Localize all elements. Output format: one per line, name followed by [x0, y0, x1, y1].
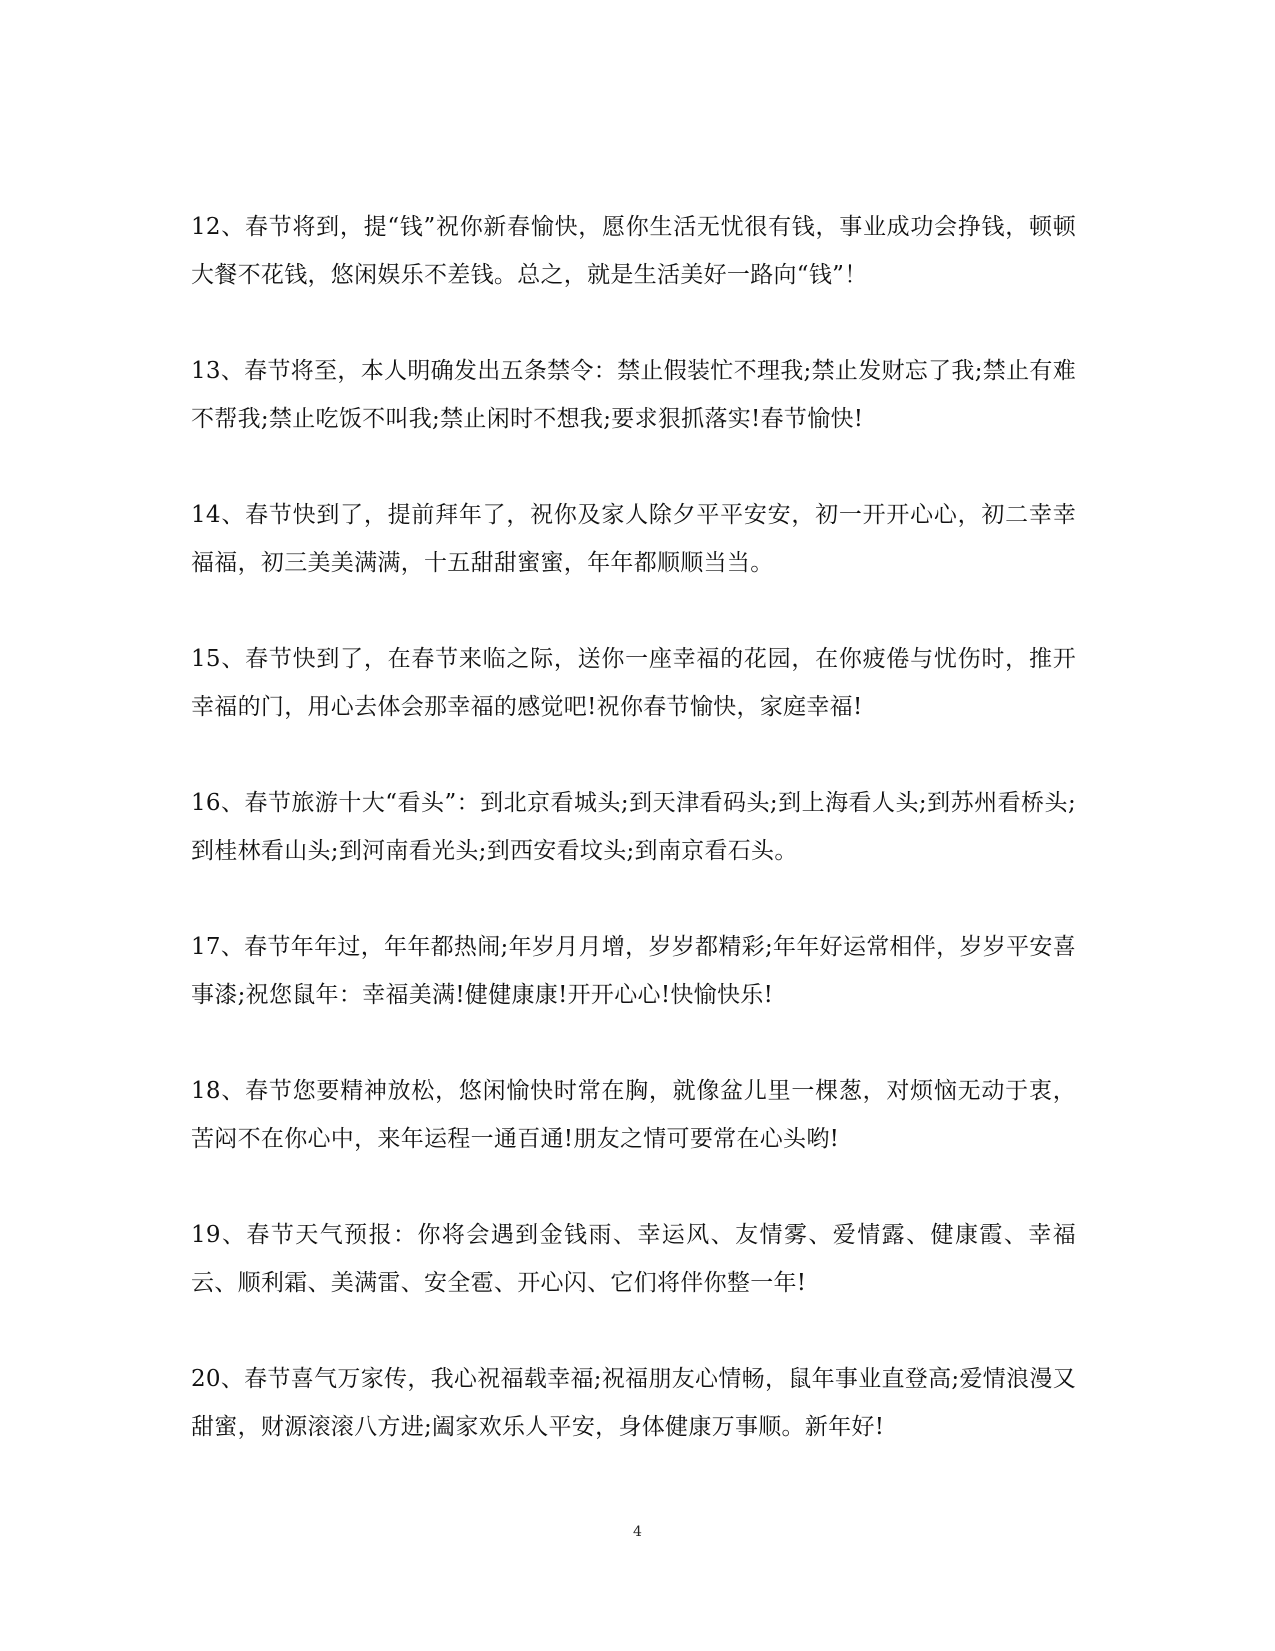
- paragraph-list: [191, 203, 1076, 1499]
- page-number: 4: [633, 1524, 642, 1540]
- paragraph-16: 16、春节旅游十大“看头”：到北京看城头;到天津看码头;到上海看人头;到苏州看桥头;到桂林看山头;到河南看光头;到西安看坟头;到南京看石头。: [191, 790, 1076, 864]
- paragraph-13: 13、春节将至，本人明确发出五条禁令：禁止假装忙不理我;禁止发财忘了我;禁止有难不帮我;禁止吃饭不叫我;禁止闲时不想我;要求狠抓落实!春节愉快!: [191, 358, 1076, 432]
- paragraph-12: 12、春节将到，提“钱”祝你新春愉快，愿你生活无忧很有钱，事业成功会挣钱，顿顿大餐不花钱，悠闲娱乐不差钱。总之，就是生活美好一路向“钱”！: [191, 214, 1076, 288]
- paragraph-17: 17、春节年年过，年年都热闹;年岁月月增，岁岁都精彩;年年好运常相伴，岁岁平安喜事漆;祝您鼠年：幸福美满!健健康康!开开心心!快愉快乐!: [191, 934, 1076, 1008]
- paragraph-18: 18、春节您要精神放松，悠闲愉快时常在胸，就像盆儿里一棵葱，对烦恼无动于衷，苦闷不在你心中，来年运程一通百通!朋友之情可要常在心头哟!: [191, 1078, 1076, 1152]
- paragraph-20: 20、春节喜气万家传，我心祝福载幸福;祝福朋友心情畅，鼠年事业直登高;爱情浪漫又甜蜜，财源滚滚八方进;阖家欢乐人平安，身体健康万事顺。新年好!: [191, 1366, 1076, 1440]
- paragraph-15: 15、春节快到了，在春节来临之际，送你一座幸福的花园，在你疲倦与忧伤时，推开幸福的门，用心去体会那幸福的感觉吧!祝你春节愉快，家庭幸福!: [191, 646, 1076, 720]
- paragraph-14: 14、春节快到了，提前拜年了，祝你及家人除夕平平安安，初一开开心心，初二幸幸福福，初三美美满满，十五甜甜蜜蜜，年年都顺顺当当。: [191, 502, 1076, 576]
- paragraph-19: 19、春节天气预报：你将会遇到金钱雨、幸运风、友情雾、爱情露、健康霞、幸福云、顺利霜、美满雷、安全雹、开心闪、它们将伴你整一年!: [191, 1222, 1076, 1296]
